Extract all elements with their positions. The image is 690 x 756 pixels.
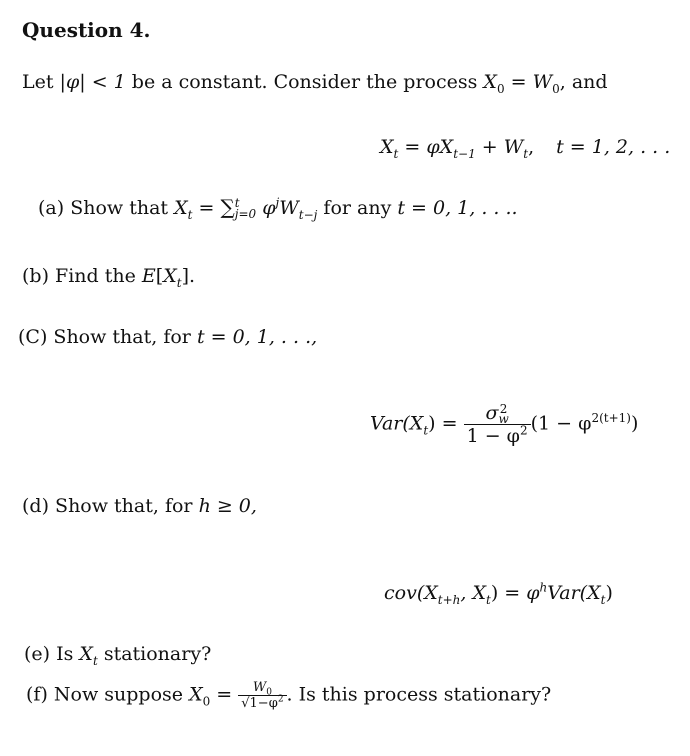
main-range: t = 1, 2, . . . xyxy=(556,136,671,158)
part-f-num: W xyxy=(252,680,267,695)
cov-phi: φ xyxy=(526,582,540,604)
main-comma: , xyxy=(528,136,535,158)
part-a xyxy=(38,195,518,220)
part-a-text: Show that xyxy=(70,197,175,219)
main-plus: + xyxy=(475,136,504,158)
x0: X xyxy=(483,71,497,93)
var-num-sup: 2 xyxy=(499,402,508,416)
var-fraction xyxy=(464,402,531,447)
part-a-phi-sup: j xyxy=(275,195,280,210)
w0: W xyxy=(532,71,553,93)
part-b-text: Find the xyxy=(55,265,142,287)
part-b-x-sub: t xyxy=(176,275,182,290)
part-b-open: [ xyxy=(155,265,164,287)
part-d-text: Show that, for xyxy=(55,495,199,517)
part-f-eq: = xyxy=(210,683,239,706)
var-rhs: (1 − φ xyxy=(530,412,592,435)
part-f-tail: . Is this process stationary? xyxy=(286,683,552,706)
part-a-range: t = 0, 1, . . .. xyxy=(397,197,518,219)
var-rhs-sup: 2(t+1) xyxy=(591,411,631,426)
var-lhs-sub: t xyxy=(423,423,429,438)
part-e-label: (e) xyxy=(24,643,51,665)
part-f-root: √ xyxy=(241,696,250,711)
part-b xyxy=(22,265,196,290)
part-e-text: Is xyxy=(56,643,80,665)
part-a-w: W xyxy=(279,197,299,219)
part-f-label: (f) xyxy=(26,683,48,706)
main-eq-sign: = xyxy=(398,136,427,158)
var-den-sup: 2 xyxy=(519,423,528,438)
var-lhs: Var(X xyxy=(370,412,424,435)
w0-sub: 0 xyxy=(552,81,560,96)
part-f-num-sub: 0 xyxy=(266,687,272,698)
main-lhs: X xyxy=(380,136,394,158)
part-b-e: E xyxy=(141,265,156,287)
part-b-close: ]. xyxy=(181,265,196,287)
variance-equation xyxy=(370,402,638,447)
part-a-tail: for any xyxy=(317,197,398,219)
part-a-phi: φ xyxy=(262,197,276,219)
part-f-x: X xyxy=(189,683,203,706)
part-a-x: X xyxy=(174,197,188,219)
main-x-sub: t−1 xyxy=(453,146,476,161)
part-f-fraction xyxy=(238,680,286,711)
main-w: W xyxy=(503,136,524,158)
sigma-symbol: ∑ xyxy=(220,195,235,219)
part-f-den-sup: 2 xyxy=(277,694,284,705)
var-rhs-close: ) xyxy=(630,412,639,435)
main-x: X xyxy=(439,136,454,158)
part-c-range: t = 0, 1, . . ., xyxy=(196,326,318,348)
var-num: σ xyxy=(485,402,499,424)
part-a-x-sub: t xyxy=(187,207,193,222)
covariance-equation xyxy=(384,580,613,607)
cov-phi-sup: h xyxy=(539,580,548,595)
main-w-sub: t xyxy=(523,146,529,161)
main-phi: φ xyxy=(426,136,440,158)
part-e-tail: stationary? xyxy=(97,643,212,665)
cov-rhs-close: ) xyxy=(605,582,613,604)
var-den: 1 − φ xyxy=(466,425,520,447)
cov-rhs-sub: t xyxy=(600,592,606,607)
part-c-label: (C) xyxy=(18,326,48,348)
abs-phi: |φ| < 1 xyxy=(59,71,126,93)
intro-lead: Let xyxy=(22,71,60,93)
sigma-sub: j=0 xyxy=(234,207,257,221)
cov-lhs: cov(X xyxy=(384,582,438,604)
cov-close: ) xyxy=(490,582,499,604)
part-a-eq: = xyxy=(192,197,221,219)
main-lhs-sub: t xyxy=(393,146,399,161)
part-f-text: Now suppose xyxy=(53,683,190,706)
cov-rhs: Var(X xyxy=(547,582,601,604)
part-d-cond: h ≥ 0, xyxy=(198,495,257,517)
part-e xyxy=(24,643,212,668)
main-equation xyxy=(380,136,671,161)
part-a-label: (a) xyxy=(38,197,65,219)
var-lhs-close: ) xyxy=(428,412,436,435)
part-b-label: (b) xyxy=(22,265,49,287)
cov-lhs-sub: t+h xyxy=(437,592,461,607)
var-eq: = xyxy=(435,412,464,435)
cov-mid-sub: t xyxy=(485,592,491,607)
intro-tail: , and xyxy=(559,71,608,93)
intro-eq: = xyxy=(504,71,533,93)
part-a-w-sub: t−j xyxy=(298,207,318,222)
part-c xyxy=(18,326,317,348)
part-e-x-sub: t xyxy=(92,653,98,668)
var-num-sub: w xyxy=(498,412,509,426)
intro-mid: be a constant. Consider the process xyxy=(125,71,484,93)
cov-mid: , X xyxy=(460,582,486,604)
sigma-sup: t xyxy=(234,196,240,210)
part-f-x-sub: 0 xyxy=(202,694,211,709)
part-e-x: X xyxy=(79,643,93,665)
cov-eq: = xyxy=(498,582,527,604)
part-c-text: Show that, for xyxy=(53,326,197,348)
intro-line xyxy=(22,71,608,96)
question-title: Question 4. xyxy=(22,18,151,42)
part-f-den: 1−φ xyxy=(249,696,278,711)
part-d xyxy=(22,495,257,517)
part-b-x: X xyxy=(163,265,177,287)
part-d-label: (d) xyxy=(22,495,49,517)
part-f xyxy=(26,680,551,711)
x0-sub: 0 xyxy=(496,81,505,96)
